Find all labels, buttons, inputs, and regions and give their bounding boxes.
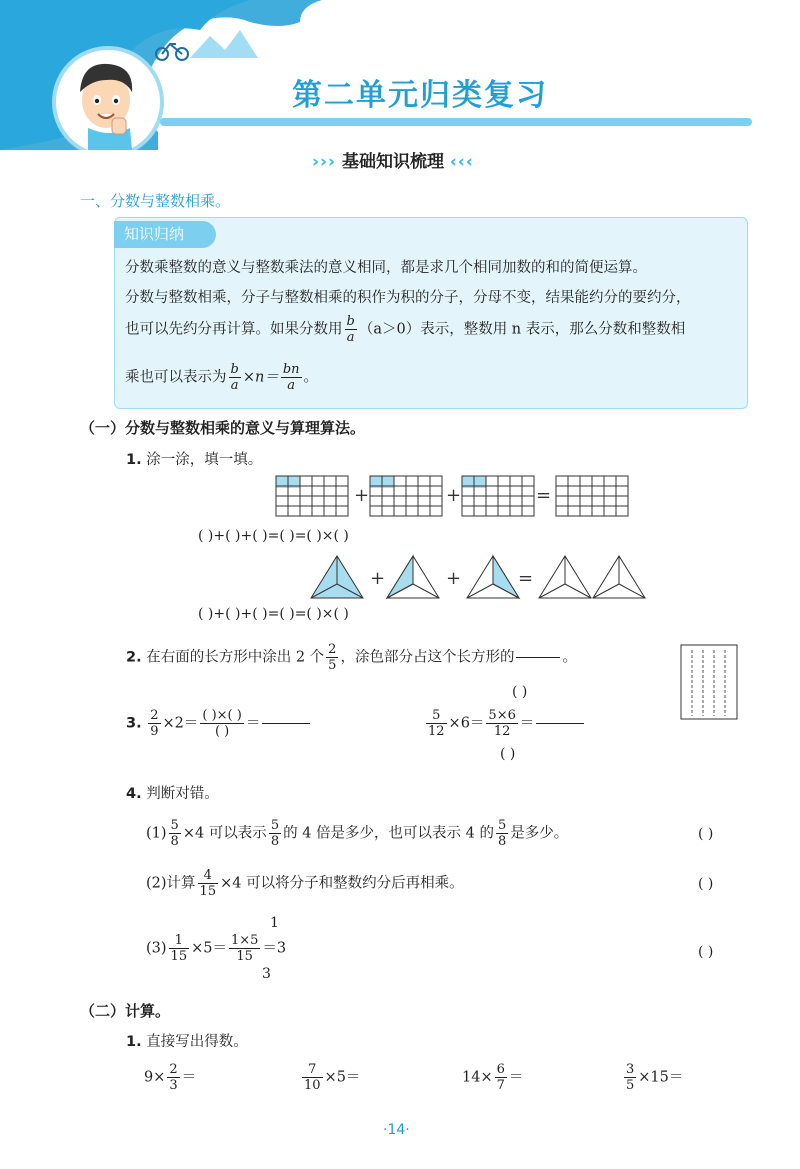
cancel-mark-top: 1 — [270, 915, 279, 931]
chevron-right-icon: ››› — [312, 152, 337, 172]
plus-sign: + — [446, 485, 462, 506]
knowledge-line-4: 乘也可以表示为 $\frac{b}{a}$ ×n＝ $\frac{bn}{a}$ 。 — [125, 362, 319, 393]
question-2: 2. 在右面的长方形中涂出 2 个 $\frac{2}{5}$ ，涂色部分占这个长方形的 。 — [126, 642, 577, 673]
equals-sign: = — [518, 568, 534, 589]
fraction-2-9: $\frac{2}{9}$ — [150, 708, 159, 739]
calc-expression-2[interactable]: $\frac{7}{10}$ ×5＝ — [304, 1062, 361, 1093]
answer-blanks-row-1[interactable]: ( )+( )+( )=( )=( )×( ) — [198, 528, 349, 544]
header-corner-decoration — [0, 0, 330, 150]
answer-blanks-row-2[interactable]: ( )+( )+( )=( )=( )×( ) — [198, 606, 349, 622]
calc-expression-3[interactable]: 14× $\frac{6}{7}$ ＝ — [462, 1062, 524, 1093]
plus-sign: + — [354, 485, 370, 506]
triangle-figure-4[interactable] — [539, 556, 591, 598]
fraction-b-over-a: $\frac{b}{a}$ — [230, 362, 239, 393]
cancel-mark-bottom: 3 — [262, 966, 271, 982]
section-heading-text: 基础知识梳理 — [341, 152, 444, 172]
judge-item-2: (2)计算 $\frac{4}{15}$ ×4 可以将分子和整数约分后再相乘。 — [146, 868, 464, 899]
question-1: 1. 涂一涂，填一填。 — [126, 452, 263, 468]
mountains-icon — [190, 30, 258, 58]
fraction-bn-over-a: $\frac{bn}{a}$ — [282, 362, 300, 393]
question-3-right: $\frac{5}{12}$ ×6＝ $\frac{5\times 6}{12}$ ＝ — [424, 708, 586, 739]
knowledge-tag: 知识归纳 — [114, 221, 216, 248]
question-4: 4. 判断对错。 — [126, 786, 219, 802]
grid-diagram-row — [270, 474, 630, 520]
answer-fraction-blank[interactable]: $\frac{( )\times( )}{( )}$ — [202, 708, 242, 739]
answer-fraction-blank[interactable] — [516, 642, 560, 673]
fraction-b-over-a: $\frac{b}{a}$ — [346, 314, 355, 345]
title-underline — [160, 118, 752, 126]
cancel-fraction: $\frac{5\times 6}{12}$ — [488, 708, 516, 739]
triangle-figure-2 — [387, 556, 439, 598]
part1-title: （一）分数与整数相乘的意义与算理算法。 — [80, 419, 366, 437]
judge-answer-3[interactable]: ( ) — [698, 944, 714, 960]
question-direct-calc: 1. 直接写出得数。 — [126, 1034, 248, 1050]
part2-title: （二）计算。 — [80, 1002, 171, 1020]
calc-expression-4[interactable]: $\frac{3}{5}$ ×15＝ — [626, 1062, 684, 1093]
calc-expression-1[interactable]: 9× $\frac{2}{3}$ ＝ — [144, 1062, 197, 1093]
chevron-left-icon: ‹‹‹ — [449, 152, 474, 172]
judge-item-1: (1) $\frac{5}{8}$ ×4 可以表示 $\frac{5}{8}$ 的 4 倍是多少，也可以表示 4 的 $\frac{5}{8}$ 是多少。 — [146, 818, 569, 849]
section1-title: 一、分数与整数相乘。 — [80, 192, 231, 210]
question-3-left: 3. $\frac{2}{9}$ ×2＝ $\frac{( )\times( )}{( )}$ ＝ — [126, 708, 312, 739]
judge-answer-2[interactable]: ( ) — [698, 876, 714, 892]
fraction-2-5: $\frac{2}{5}$ — [328, 642, 337, 673]
triangle-figure-1 — [311, 556, 363, 598]
equals-sign: = — [536, 485, 552, 506]
page-title: 第二单元归类复习 — [292, 78, 548, 113]
knowledge-line-3: 也可以先约分再计算。如果分数用 $\frac{b}{a}$ （a＞0）表示，整数用 n 表示，那么分数和整数相 — [125, 314, 686, 345]
plus-sign: + — [370, 568, 386, 589]
triangle-figure-5[interactable] — [593, 556, 645, 598]
cancel-fraction: $\frac{1\times 5}{15}$ — [230, 933, 259, 964]
judge-item-3: (3) $\frac{1}{15}$ ×5＝ $\frac{1\times 5}{15}$ ＝3 — [146, 933, 287, 964]
triangle-figure-3 — [467, 556, 519, 598]
triangle-diagram-row — [306, 552, 646, 602]
cancel-top-blank[interactable]: ( ) — [512, 684, 528, 700]
rectangle-figure[interactable] — [680, 644, 738, 720]
fraction-5-12: $\frac{5}{12}$ — [428, 708, 445, 739]
judge-answer-1[interactable]: ( ) — [698, 826, 714, 842]
section-heading — [312, 147, 474, 172]
answer-fraction-blank[interactable] — [262, 708, 310, 739]
plus-sign: + — [446, 568, 462, 589]
knowledge-line-1: 分数乘整数的意义与整数乘法的意义相同，都是求几个相同加数的和的简便运算。 — [125, 260, 647, 276]
knowledge-line-2: 分数与整数相乘，分子与整数相乘的积作为积的分子，分母不变，结果能约分的要约分， — [125, 290, 691, 306]
cancel-bottom-blank[interactable]: ( ) — [500, 746, 516, 762]
page-number: ·14· — [383, 1122, 410, 1138]
answer-fraction-blank[interactable] — [536, 708, 584, 739]
